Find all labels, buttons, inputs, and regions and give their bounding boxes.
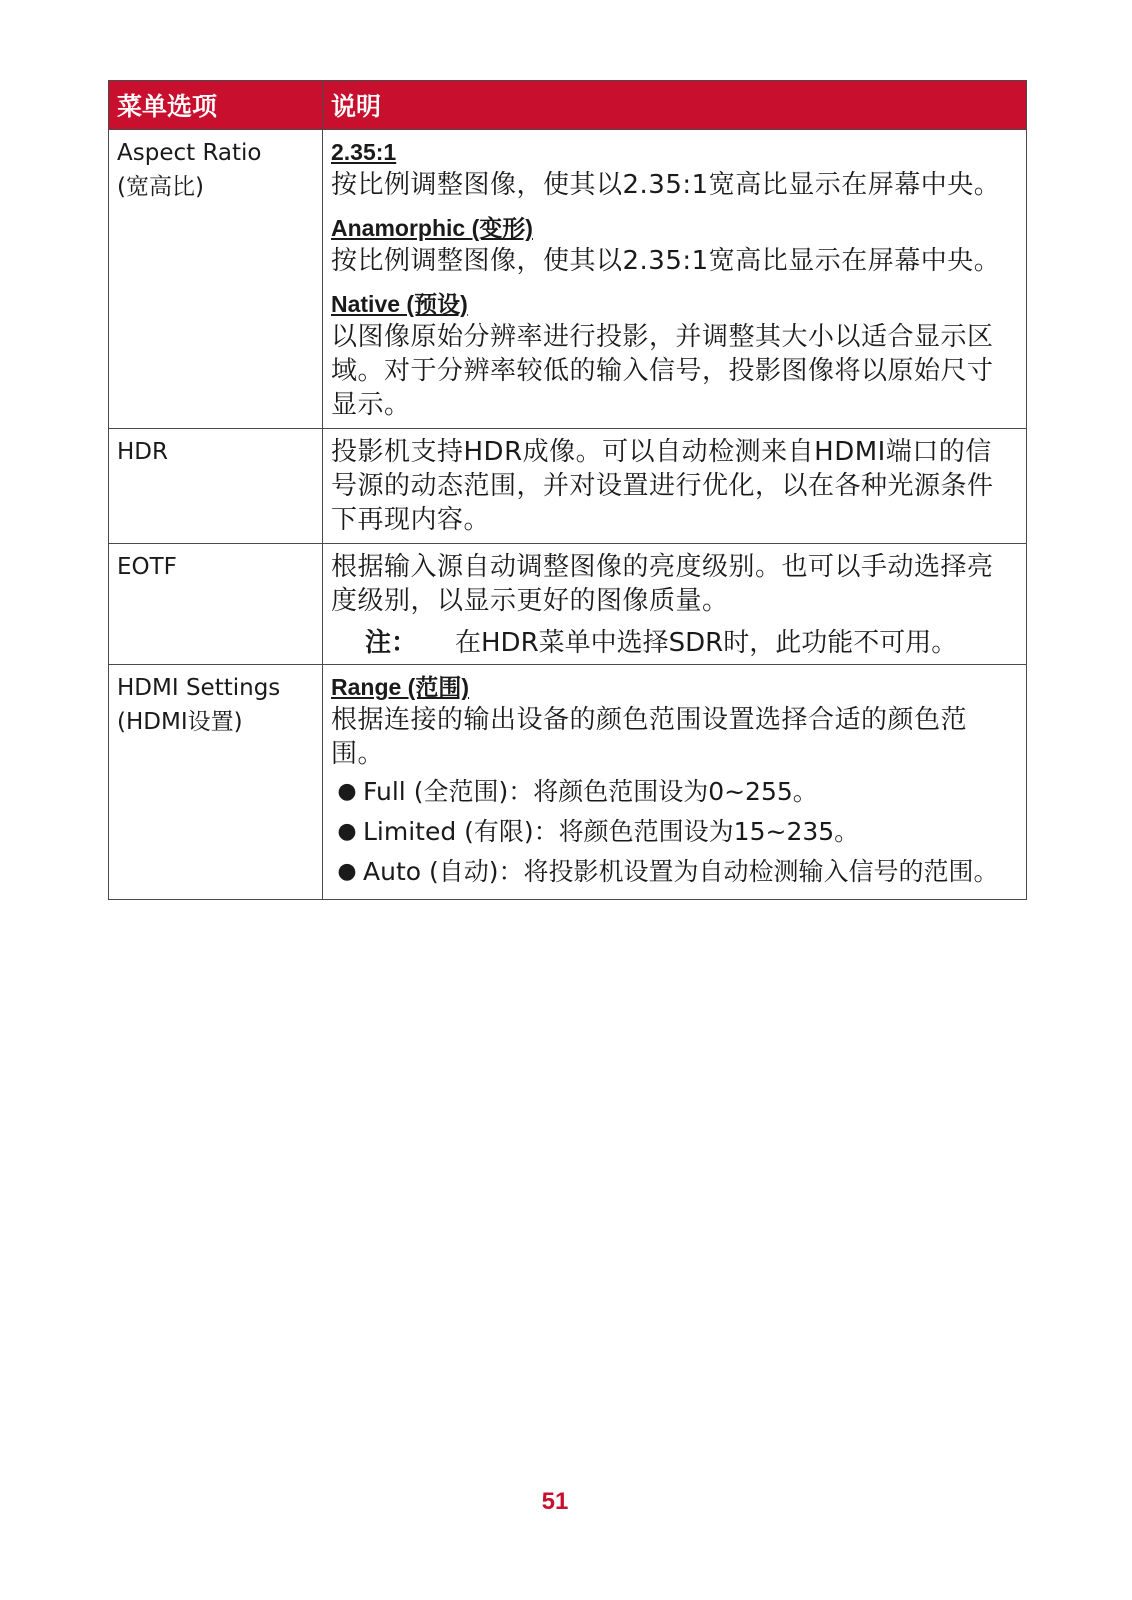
sub-option-text: 按比例调整图像，使其以2.35:1宽高比显示在屏幕中央。 [331,170,1001,200]
bullet-icon: ● [337,779,357,804]
bullet-icon: ● [337,819,357,844]
table-row-hdr [109,429,1027,544]
option-label-cn: (HDMI设置) [117,709,243,735]
description-cell [323,130,1027,429]
list-item-text: Auto (自动)：将投影机设置为自动检测输入信号的范围。 [363,857,999,886]
sub-option-title: Native (预设) [331,291,468,317]
bullet-icon: ● [337,859,357,884]
note [331,626,1018,660]
option-label: HDMI Settings [117,675,281,701]
list-item [331,855,1018,889]
description-text: 投影机支持HDR成像。可以自动检测来自HDMI端口的信号源的动态范围，并对设置进行优化，以在各种光源条件下再现内容。 [331,437,994,535]
table-row-aspect-ratio [109,130,1027,429]
description-text: 根据输入源自动调整图像的亮度级别。也可以手动选择亮度级别，以显示更好的图像质量。 [331,552,994,616]
menu-options-table [108,80,1027,900]
page-number: 51 [541,1488,569,1515]
note-text: 在HDR菜单中选择SDR时，此功能不可用。 [455,628,958,658]
list-item [331,775,1018,809]
option-label: HDR [117,439,168,465]
description-cell [323,665,1027,900]
description-cell [323,544,1027,665]
sub-option-title: Range (范围) [331,674,469,700]
option-label: Aspect Ratio [117,140,262,166]
list-item-text: Limited (有限)：将颜色范围设为15~235。 [363,817,860,846]
list-item [331,815,1018,849]
table-header-row [109,81,1027,130]
header-description: 说明 [323,81,1027,130]
option-label-cn: (宽高比) [117,174,204,200]
option-cell [109,429,323,544]
sub-option-title: Anamorphic (变形) [331,215,533,241]
header-menu-options: 菜单选项 [109,81,323,130]
sub-option-text: 以图像原始分辨率进行投影，并调整其大小以适合显示区域。对于分辨率较低的输入信号，投影图像将以原始尺寸显示。 [331,322,994,420]
option-cell [109,544,323,665]
sub-option-text: 按比例调整图像，使其以2.35:1宽高比显示在屏幕中央。 [331,246,1001,276]
table-row-hdmi-settings [109,665,1027,900]
range-options-list [331,775,1018,889]
sub-option-title: 2.35:1 [331,139,397,165]
note-label: 注： [365,628,418,658]
list-item-text: Full (全范围)：将颜色范围设为0~255。 [363,777,818,806]
description-text: 根据连接的输出设备的颜色范围设置选择合适的颜色范围。 [331,705,968,769]
description-cell [323,429,1027,544]
table-row-eotf [109,544,1027,665]
option-cell [109,130,323,429]
option-label: EOTF [117,554,177,580]
option-cell [109,665,323,900]
